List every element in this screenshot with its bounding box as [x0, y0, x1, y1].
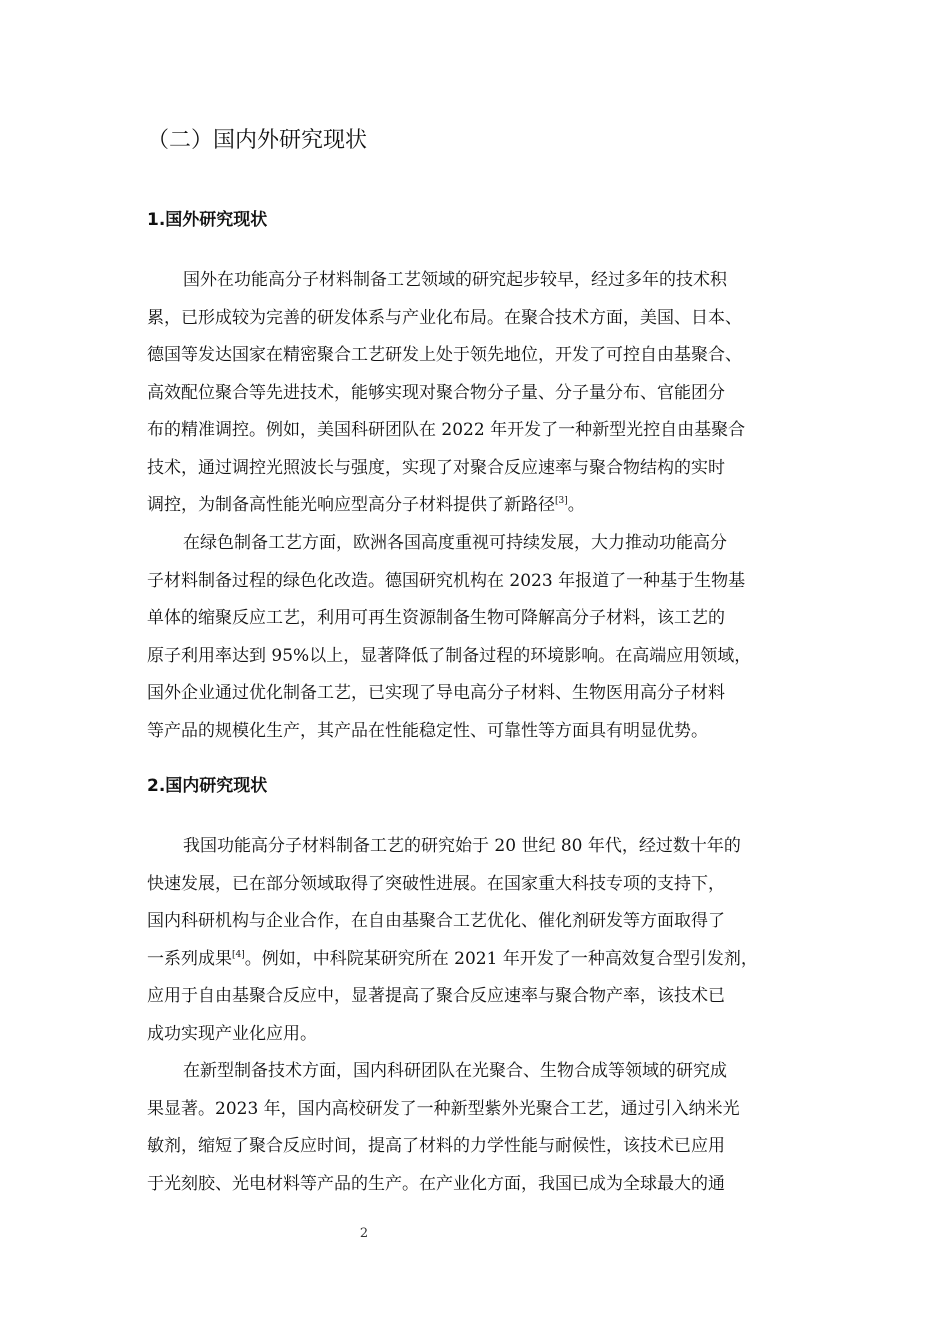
text-line: 敏剂，缩短了聚合反应时间，提高了材料的力学性能与耐候性，该技术已应用 — [147, 1136, 725, 1156]
text-line — [147, 487, 818, 525]
text-line: 在新型制备技术方面，国内科研团队在光聚合、生物合成等领域的研究成 — [183, 1061, 727, 1081]
text-line: 于光刻胶、光电材料等产品的生产。在产业化方面，我国已成为全球最大的通 — [147, 1173, 725, 1194]
text-line: 等产品的规模化生产，其产品在性能稳定性、可靠性等方面具有明显优势。 — [147, 720, 708, 741]
text-line: 国外在功能高分子材料制备工艺领域的研究起步较早，经过多年的技术积 — [183, 270, 727, 290]
text-line: 快速发展，已在部分领域取得了突破性进展。在国家重大科技专项的支持下， — [147, 873, 725, 894]
text-line: 国外企业通过优化制备工艺，已实现了导电高分子材料、生物医用高分子材料 — [147, 683, 725, 703]
section-title: （二）国内外研究现状 — [147, 128, 368, 153]
page-number: 2 — [359, 1226, 369, 1241]
text-fragment: 。 — [567, 495, 585, 515]
text-line: 技术，通过调控光照波长与强度，实现了对聚合反应速率与聚合物结构的实时 — [147, 457, 725, 478]
citation-ref: [4] — [232, 949, 245, 960]
domestic-paragraph-1 — [147, 828, 818, 1053]
text-line: 原子利用率达到 95%以上，显著降低了制备过程的环境影响。在高端应用领域， — [147, 645, 752, 666]
text-line: 果显著。2023 年，国内高校研发了一种新型紫外光聚合工艺，通过引入纳米光 — [147, 1098, 740, 1119]
domestic-paragraph-2 — [147, 1053, 818, 1203]
text-line: 成功实现产业化应用。 — [147, 1023, 317, 1044]
text-line: 高效配位聚合等先进技术，能够实现对聚合物分子量、分子量分布、官能团分 — [147, 382, 725, 403]
text-line: 德国等发达国家在精密聚合工艺研发上处于领先地位，开发了可控自由基聚合、 — [147, 345, 742, 365]
foreign-paragraph-1 — [147, 262, 818, 525]
text-line: 布的精准调控。例如，美国科研团队在 2022 年开发了一种新型光控自由基聚合 — [147, 420, 746, 440]
text-line: 单体的缩聚反应工艺，利用可再生资源制备生物可降解高分子材料，该工艺的 — [147, 608, 725, 628]
text-fragment: 调控，为制备高性能光响应型高分子材料提供了新路径 — [147, 495, 555, 515]
text-line: 在绿色制备工艺方面，欧洲各国高度重视可持续发展，大力推动功能高分 — [183, 533, 727, 553]
foreign-research-heading: 1.国外研究现状 — [147, 210, 268, 230]
domestic-research-heading: 2.国内研究现状 — [147, 776, 268, 796]
text-line — [147, 941, 818, 979]
citation-ref: [3] — [555, 496, 568, 506]
text-line: 子材料制备过程的绿色化改造。德国研究机构在 2023 年报道了一种基于生物基 — [147, 570, 746, 591]
text-line: 我国功能高分子材料制备工艺的研究始于 20 世纪 80 年代，经过数十年的 — [183, 836, 741, 856]
text-line: 应用于自由基聚合反应中，显著提高了聚合反应速率与聚合物产率，该技术已 — [147, 986, 725, 1006]
text-fragment: 。例如，中科院某研究所在 2021 年开发了一种高效复合型引发剂， — [244, 948, 758, 969]
text-fragment: 一系列成果 — [147, 948, 232, 969]
foreign-paragraph-2 — [147, 525, 818, 750]
text-line: 国内科研机构与企业合作，在自由基聚合工艺优化、催化剂研发等方面取得了 — [147, 911, 725, 931]
text-line: 累，已形成较为完善的研发体系与产业化布局。在聚合技术方面，美国、日本、 — [147, 307, 742, 328]
